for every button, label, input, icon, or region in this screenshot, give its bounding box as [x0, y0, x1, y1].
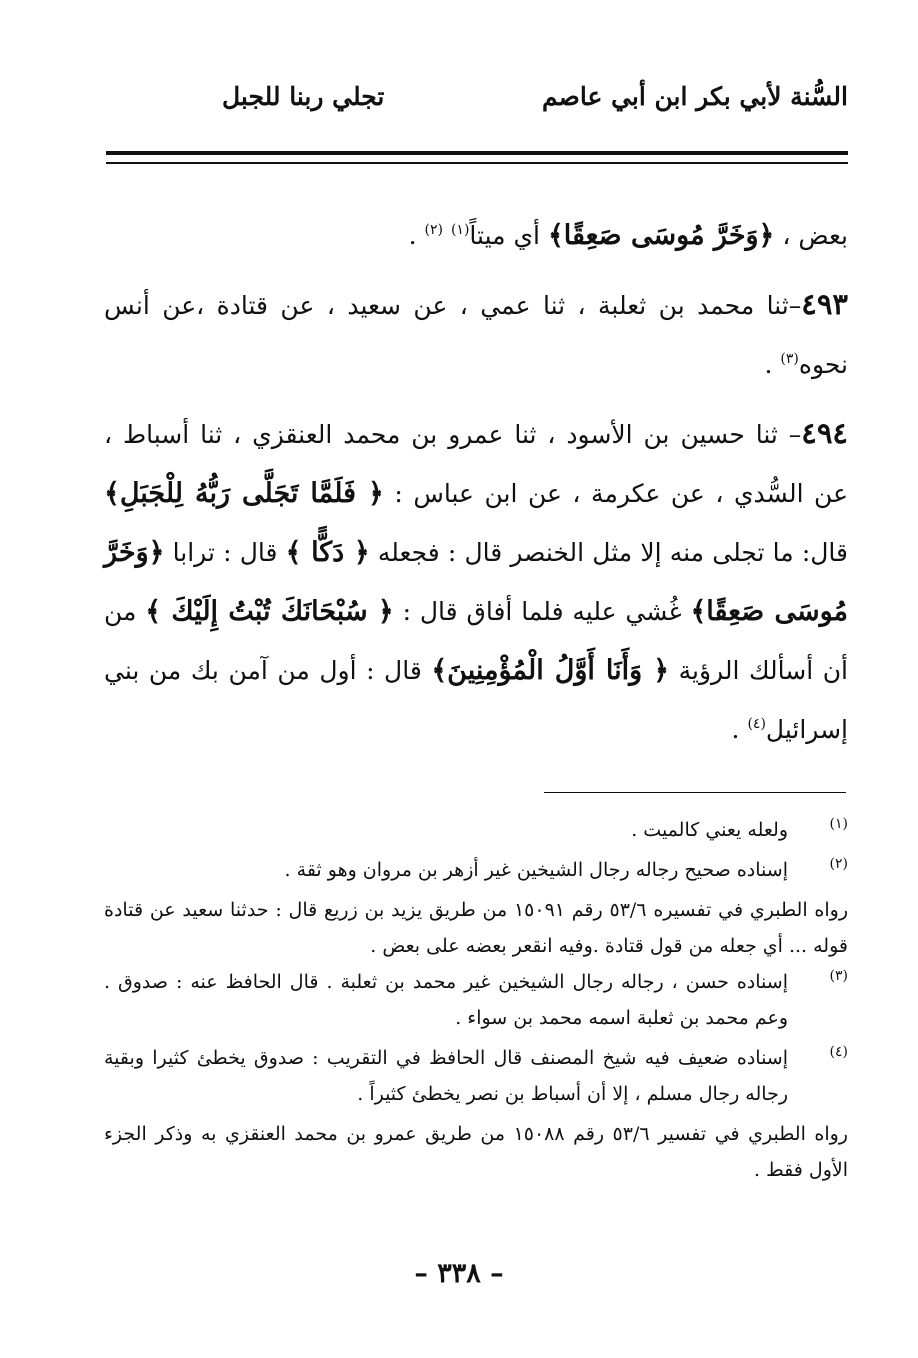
hadith-text: قال: ما تجلى منه إلا مثل الخنصر قال : فجعله	[369, 538, 849, 567]
text-span: بعض ،	[774, 221, 848, 250]
quran-verse: ﴿ فَلَمَّا تَجَلَّى رَبُّهُ لِلْجَبَلِ﴾	[104, 478, 384, 509]
hadith-text: قال : أول من آمن بك من بني إسرائيل	[104, 656, 848, 744]
quran-verse: ﴿وَخَرَّ مُوسَى صَعِقًا﴾	[104, 537, 848, 627]
header-rule-thick	[106, 151, 848, 155]
footnote-continuation: رواه الطبري في تفسير ٥٣/٦ رقم ١٥٠٨٨ من طريق عمرو بن محمد العنقزي به وذكر الجزء الأول فقط .	[104, 1123, 848, 1181]
footnote-ref[interactable]: (٤)	[747, 716, 766, 732]
book-title: السُّنة لأبي بكر ابن أبي عاصم	[541, 82, 848, 111]
quran-verse: ﴿ دَكًّا ﴾	[285, 537, 370, 568]
footnote-text: إسناده ضعيف فيه شيخ المصنف قال الحافظ في التقريب : صدوق يخطئ كثيرا وبقية رجاله رجال مسلم ، إلا أن أسباط بن نصر يخطئ كثيراً .	[104, 1047, 788, 1105]
hadith-text: من أن أسألك الرؤية	[104, 597, 848, 685]
footnote-ref[interactable]: (١)	[450, 222, 470, 238]
footnote-number: (١)	[829, 816, 848, 832]
text-span: .	[764, 350, 781, 379]
footnote	[104, 812, 848, 848]
paragraph-continuation	[104, 206, 848, 265]
footnote-ref[interactable]: (٢)	[424, 222, 443, 238]
footnote	[104, 852, 848, 888]
hadith-text: – ثنا حسين بن الأسود ، ثنا عمرو بن محمد العنقزي ، ثنا أسباط ، عن السُّدي ، عن عكرمة ، عن ابن عباس :	[104, 420, 848, 508]
hadith-text: قال : ترابا	[164, 538, 286, 567]
chapter-title: تجلي ربنا للجبل	[222, 82, 385, 111]
header-rule-thin	[106, 162, 848, 164]
quran-verse: ﴿ سُبْحَانَكَ تُبْتُ إِلَيْكَ ﴾	[145, 596, 394, 627]
footnote-text: ولعله يعني كالميت .	[631, 819, 788, 841]
text-span: أي ميتاً	[469, 221, 548, 250]
footnote-number: (٢)	[829, 856, 848, 872]
hadith-493	[104, 275, 848, 394]
text-span: .	[408, 221, 425, 250]
page-number: – ٣٣٨ –	[414, 1258, 504, 1289]
hadith-text: –ثنا محمد بن ثعلبة ، ثنا عمي ، عن سعيد ، عن قتادة ،عن أنس نحوه	[104, 291, 848, 379]
hadith-494	[104, 404, 848, 759]
footnote-ref[interactable]: (٣)	[780, 351, 799, 367]
footnote	[104, 1040, 848, 1112]
footnote-number: (٣)	[829, 968, 848, 984]
footnote-text: إسناده صحيح رجاله رجال الشيخين غير أزهر بن مروان وهو ثقة .	[284, 859, 788, 881]
footnotes	[104, 812, 848, 1188]
hadith-number: ٤٩٤	[801, 416, 848, 450]
main-text	[104, 206, 848, 769]
footnote-text: إسناده حسن ، رجاله رجال الشيخين غير محمد بن ثعلبة . قال الحافظ عنه : صدوق . وعم محمد بن ثعلبة اسمه محمد بن سواء .	[104, 971, 788, 1029]
footnote-separator	[544, 792, 846, 793]
footnote-number: (٤)	[829, 1044, 848, 1060]
quran-verse: ﴿ وَأَنَا أَوَّلُ الْمُؤْمِنِينَ﴾	[431, 655, 670, 686]
text-span: .	[731, 715, 748, 744]
hadith-text: غُشي عليه فلما أفاق قال :	[393, 597, 691, 626]
footnote	[104, 964, 848, 1036]
footnote-continuation: رواه الطبري في تفسيره ٥٣/٦ رقم ١٥٠٩١ من طريق يزيد بن زريع قال : حدثنا سعيد عن قتادة قوله ... أي جعله من قول قتادة .وفيه انقعر بعضه على بعض .	[104, 899, 848, 957]
hadith-number: ٤٩٣	[801, 287, 848, 321]
quran-verse: ﴿وَخَرَّ مُوسَى صَعِقًا﴾	[547, 220, 775, 251]
